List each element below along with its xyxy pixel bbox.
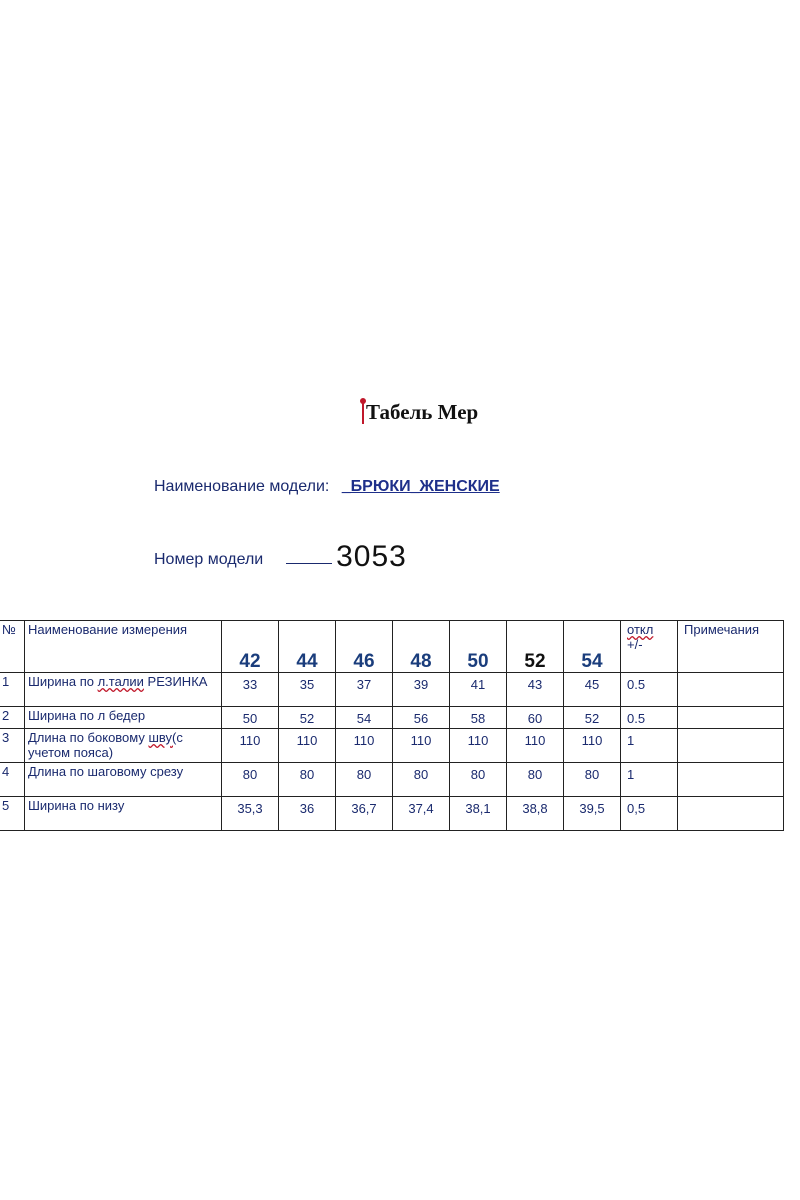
- measurement-name-part: Длина по шаговому срезу: [28, 764, 184, 779]
- measurement-name: [25, 797, 222, 831]
- tolerance-value: 0.5: [621, 673, 678, 707]
- note-value: [678, 707, 784, 729]
- row-number: 4: [0, 763, 25, 797]
- note-value: [678, 763, 784, 797]
- size-value: 110: [393, 729, 450, 763]
- size-value: 110: [222, 729, 279, 763]
- header-notes: Примечания: [678, 621, 784, 673]
- size-value: 36: [279, 797, 336, 831]
- model-number-value: 3053: [336, 540, 407, 573]
- size-value: 33: [222, 673, 279, 707]
- tolerance-value: 1: [621, 729, 678, 763]
- size-value: 38,8: [507, 797, 564, 831]
- size-value: 52: [564, 707, 621, 729]
- measurement-name-part: Ширина по л бедер: [28, 708, 146, 723]
- note-value: [678, 797, 784, 831]
- size-value: 54: [336, 707, 393, 729]
- measurement-name-part: шву(: [148, 730, 177, 745]
- table-row: [0, 707, 784, 729]
- size-value: 52: [279, 707, 336, 729]
- size-value: 80: [393, 763, 450, 797]
- size-value: 80: [222, 763, 279, 797]
- size-value: 80: [279, 763, 336, 797]
- header-name: Наименование измерения: [25, 621, 222, 673]
- size-value: 37: [336, 673, 393, 707]
- measurement-name-part: РЕЗИНКА: [143, 674, 208, 689]
- size-value: 80: [507, 763, 564, 797]
- header-size: 44: [279, 621, 336, 673]
- model-number-line: [154, 540, 407, 574]
- document-title-text: Табель Мер: [366, 400, 479, 424]
- document-title: [366, 400, 478, 425]
- measurement-name-part: Ширина по: [28, 674, 98, 689]
- note-value: [678, 673, 784, 707]
- header-no: №: [0, 621, 25, 673]
- note-value: [678, 729, 784, 763]
- measurement-name-part: Длина по боковому: [28, 730, 149, 745]
- header-size: 54: [564, 621, 621, 673]
- model-name-label: Наименование модели:: [154, 478, 330, 495]
- size-value: 41: [450, 673, 507, 707]
- measurement-name-part: с учетом пояса): [28, 730, 183, 760]
- header-tolerance: [621, 621, 678, 673]
- measurement-name: [25, 673, 222, 707]
- size-value: 110: [450, 729, 507, 763]
- table-row: [0, 673, 784, 707]
- header-size: 42: [222, 621, 279, 673]
- size-value: 38,1: [450, 797, 507, 831]
- header-size: 52: [507, 621, 564, 673]
- size-value: 39,5: [564, 797, 621, 831]
- model-number-label: Номер модели: [154, 551, 264, 568]
- tolerance-value: 0,5: [621, 797, 678, 831]
- text-cursor-marker: [362, 402, 364, 424]
- row-number: 5: [0, 797, 25, 831]
- measurement-name-part: л.талии: [97, 674, 144, 689]
- table-row: [0, 763, 784, 797]
- measurement-name: [25, 729, 222, 763]
- row-number: 3: [0, 729, 25, 763]
- size-value: 110: [336, 729, 393, 763]
- header-tolerance-sign: +/-: [627, 637, 643, 652]
- size-value: 110: [507, 729, 564, 763]
- tolerance-value: 0.5: [621, 707, 678, 729]
- row-number: 2: [0, 707, 25, 729]
- tolerance-value: 1: [621, 763, 678, 797]
- header-size: 48: [393, 621, 450, 673]
- size-value: 110: [564, 729, 621, 763]
- size-value: 43: [507, 673, 564, 707]
- header-tolerance-word: откл: [627, 622, 654, 637]
- size-value: 35,3: [222, 797, 279, 831]
- model-number-blank: [286, 563, 332, 564]
- model-name-value: _БРЮКИ_ЖЕНСКИЕ: [341, 478, 500, 495]
- table-header-row: [0, 621, 784, 673]
- row-number: 1: [0, 673, 25, 707]
- size-value: 36,7: [336, 797, 393, 831]
- size-value: 35: [279, 673, 336, 707]
- size-value: 80: [564, 763, 621, 797]
- table-row: [0, 729, 784, 763]
- size-value: 50: [222, 707, 279, 729]
- measurement-name: [25, 707, 222, 729]
- size-value: 58: [450, 707, 507, 729]
- table-row: [0, 797, 784, 831]
- size-value: 110: [279, 729, 336, 763]
- size-value: 56: [393, 707, 450, 729]
- model-name-line: [154, 478, 500, 496]
- size-value: 80: [450, 763, 507, 797]
- measurement-name-part: Ширина по низу: [28, 798, 125, 813]
- size-value: 45: [564, 673, 621, 707]
- size-value: 80: [336, 763, 393, 797]
- size-value: 39: [393, 673, 450, 707]
- measurement-table: [0, 620, 784, 831]
- size-value: 37,4: [393, 797, 450, 831]
- header-size: 50: [450, 621, 507, 673]
- header-size: 46: [336, 621, 393, 673]
- measurement-name: [25, 763, 222, 797]
- size-value: 60: [507, 707, 564, 729]
